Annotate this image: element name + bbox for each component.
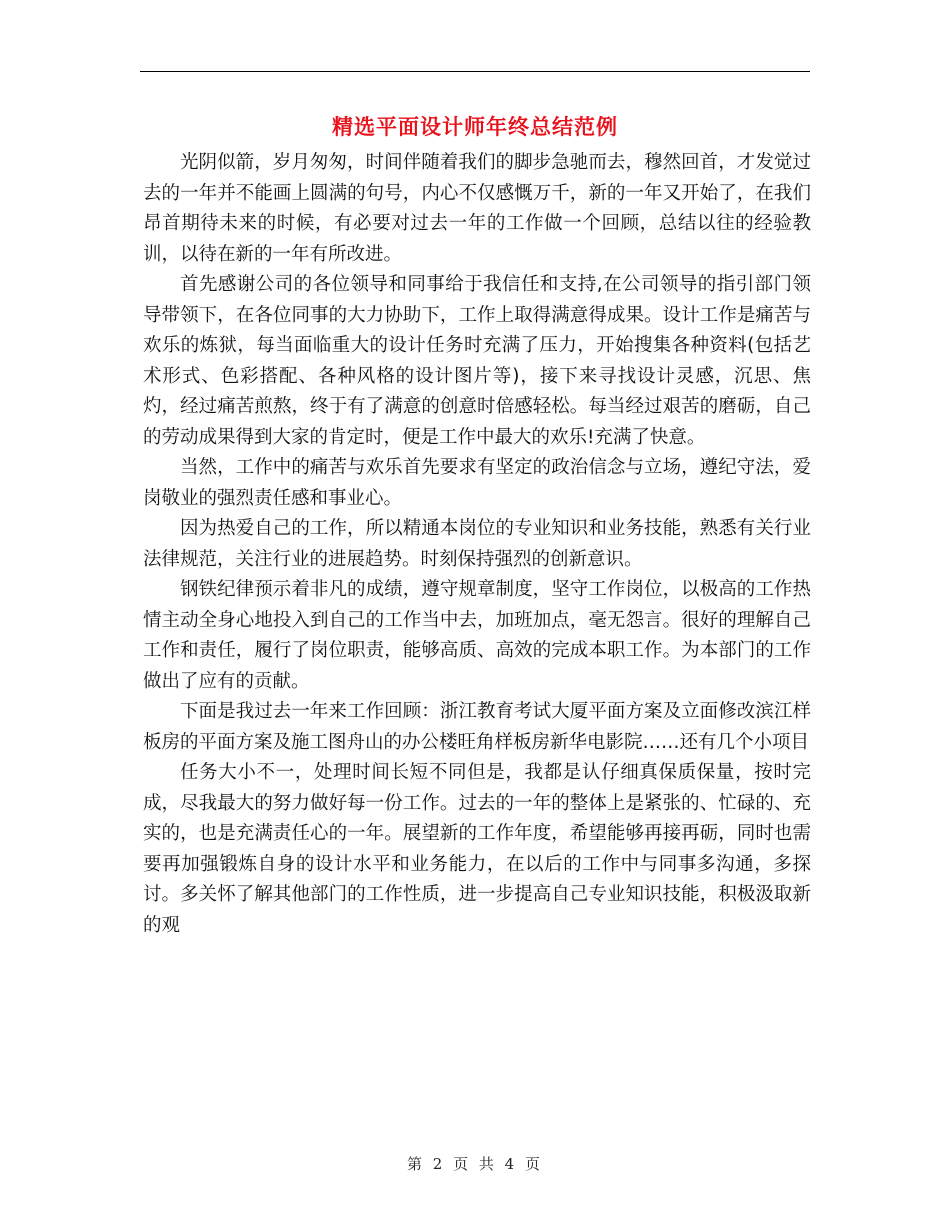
page-number-footer: 第 2 页 共 4 页 — [407, 1155, 543, 1173]
paragraph: 当然，工作中的痛苦与欢乐首先要求有坚定的政治信念与立场，遵纪守法，爱岗敬业的强烈责任感和事业心。 — [143, 457, 811, 509]
paragraph: 钢铁纪律预示着非凡的成绩，遵守规章制度，坚守工作岗位，以极高的工作热情主动全身心地投入到自己的工作当中去，加班加点，毫无怨言。很好的理解自己工作和责任，履行了岗位职责，能够高质、高效的完成本职工作。为本部门的工作做出了应有的贡献。 — [143, 579, 811, 692]
document-body — [143, 148, 811, 941]
paragraph: 首先感谢公司的各位领导和同事给于我信任和支持,在公司领导的指引部门领导带领下，在各位同事的大力协助下，工作上取得满意得成果。设计工作是痛苦与欢乐的炼狱，每当面临重大的设计任务时充满了压力，开始搜集各种资料(包括艺术形式、色彩搭配、各种风格的设计图片等)，接下来寻找设计灵感，沉思、焦灼，经过痛苦煎熬，终于有了满意的创意时倍感轻松。每当经过艰苦的磨砺，自己的劳动成果得到大家的肯定时，便是工作中最大的欢乐!充满了快意。 — [143, 274, 811, 448]
paragraph: 光阴似箭，岁月匆匆，时间伴随着我们的脚步急驰而去，穆然回首，才发觉过去的一年并不能画上圆满的句号，内心不仅感慨万千，新的一年又开始了，在我们昂首期待未来的时候，有必要对过去一年的工作做一个回顾，总结以往的经验教训，以待在新的一年有所改进。 — [143, 152, 811, 265]
document-title: 精选平面设计师年终总结范例 — [332, 114, 618, 139]
paragraph: 下面是我过去一年来工作回顾：浙江教育考试大厦平面方案及立面修改滨江样板房的平面方案及施工图舟山的办公楼旺角样板房新华电影院……还有几个小项目 — [143, 701, 811, 753]
header-rule — [140, 71, 810, 72]
paragraph: 因为热爱自己的工作，所以精通本岗位的专业知识和业务技能，熟悉有关行业法律规范，关注行业的进展趋势。时刻保持强烈的创新意识。 — [143, 518, 811, 570]
paragraph: 任务大小不一，处理时间长短不同但是，我都是认仔细真保质保量，按时完成，尽我最大的努力做好每一份工作。过去的一年的整体上是紧张的、忙碌的、充实的，也是充满责任心的一年。展望新的工作年度，希望能够再接再砺，同时也需要再加强锻炼自身的设计水平和业务能力，在以后的工作中与同事多沟通，多探讨。多关怀了解其他部门的工作性质，进一步提高自己专业知识技能，积极汲取新的观 — [143, 762, 811, 936]
